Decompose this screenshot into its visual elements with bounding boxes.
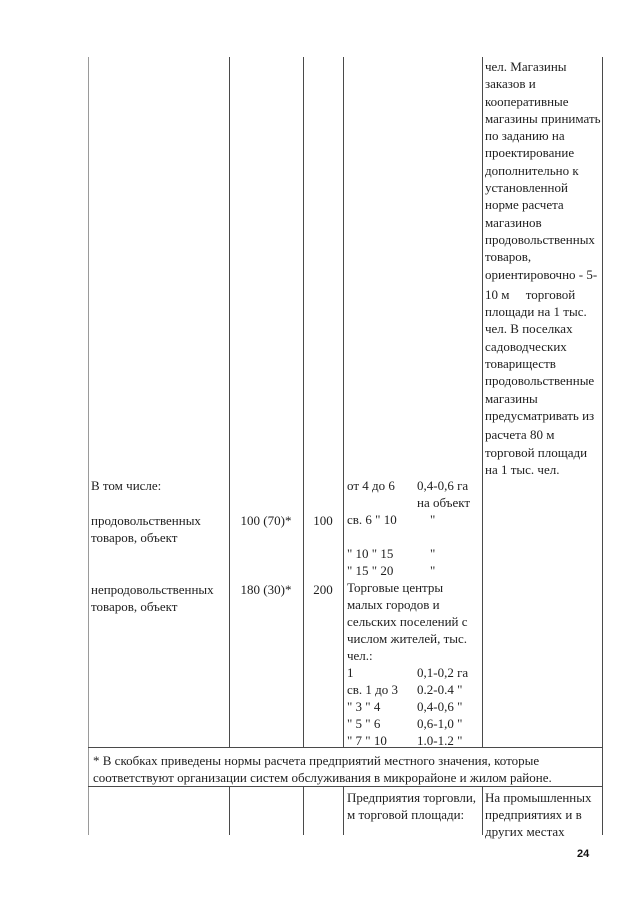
text-line: кооперативные [485,93,569,109]
text-line [229,477,303,494]
cell-norm-values-2 [303,477,343,598]
text-line [347,715,480,732]
text-line: м торговой площади: [347,806,465,822]
range-value: " [417,546,436,561]
column-divider-1-upper [229,57,230,747]
text-line [347,596,480,613]
range-label: 1 [347,665,354,680]
range-value: 0,1-0,2 га [417,665,469,680]
range-value: " [417,512,436,527]
text-line: магазины [485,390,538,406]
footnote-line: соответствуют организации систем обслуживания в микрорайоне и жилом районе. [93,770,552,786]
text-line [347,647,480,664]
text-line: на 1 тыс. чел. [485,461,560,477]
text-line [347,579,480,596]
text-line [229,563,303,580]
text-line: На промышленных [485,790,592,805]
range-label: от 4 до 6 [347,478,395,493]
text-line: Предприятия торговли, [347,790,477,805]
text-line: 100 [313,512,333,528]
text-line: товаров, объект [91,599,178,615]
range-label: " 5 " 6 [347,716,381,731]
range-value: 1.0-1.2 " [417,733,463,748]
range-label: сельских поселений с [347,614,468,629]
text-line [91,546,227,563]
column-divider-4-lower [482,786,483,835]
column-divider-3-upper [343,57,344,747]
text-line [347,494,480,511]
text-line [303,494,343,511]
text-line: товаров, [485,249,532,265]
cell-norm-values-1 [229,477,303,598]
text-line [229,546,303,563]
text-line: проектирование [485,145,575,161]
text-line: В том числе: [91,478,162,493]
text-line: чел. Магазины [485,59,567,74]
column-divider-1-lower [229,786,230,835]
range-value: 0,4-0,6 га [417,478,469,493]
cell-land-plot-sizes [347,477,480,749]
text-line: магазинов [485,214,542,230]
row-divider-above-footnote [88,747,603,748]
range-label: " 15 " 20 [347,563,394,578]
text-line [347,528,480,545]
text-line: садоводческих [485,338,567,354]
text-line: предприятиях и в [485,806,582,822]
text-line [347,613,480,630]
text-line: торговой площади [485,444,588,460]
text-line: продовольственных [91,512,201,528]
range-value: 0.2-0.4 " [417,682,463,697]
text-line: норме расчета [485,197,564,213]
text-line: чел. В поселках [485,321,573,337]
range-label: св. 6 " 10 [347,512,397,527]
range-label: " 7 " 10 [347,733,387,748]
cell-notes-settlements [485,58,601,478]
range-label: чел.: [347,648,373,663]
text-line [347,664,480,681]
text-line [347,630,480,647]
footnote-row [93,752,599,787]
range-label: " 3 " 4 [347,699,381,714]
text-line: предусматривать из [485,407,595,423]
text-line [347,477,480,494]
text-line: установленной [485,180,568,196]
text-line [303,546,343,563]
text-line: непродовольственных [91,581,214,597]
text-line: продовольственные [485,373,595,389]
text-line: 200 [313,581,333,597]
text-line [91,494,227,511]
range-value: 0,6-1,0 " [417,716,463,731]
column-divider-4-upper [482,57,483,747]
text-line [347,681,480,698]
text-line [347,562,480,579]
continuation-table [88,57,603,839]
footnote-line: * В скобках приведены нормы расчета предприятий местного значения, которые [93,753,540,768]
text-line: товариществ [485,356,556,372]
text-line [91,563,227,580]
column-divider-2-upper [303,57,304,747]
text-line [347,511,480,528]
cell-indicator-names [91,477,227,615]
table-border-right [602,57,603,835]
text-line: заказов и [485,76,536,92]
page-number: 24 [577,848,590,860]
table-border-left [88,57,89,835]
text-line: товаров, объект [91,529,178,545]
text-line: 100 (70)* [240,512,292,528]
text-line: расчета 80 м [485,427,555,443]
column-divider-3-lower [343,786,344,835]
range-value: 0,4-0,6 " [417,699,463,714]
text-line: магазины принимать [485,110,601,126]
text-line: 10 м торговой [485,286,576,302]
text-line [347,545,480,562]
range-label: Торговые центры [347,580,444,595]
text-line [303,563,343,580]
text-line: других местах [485,823,565,839]
text-line [229,494,303,511]
text-line [303,529,343,546]
range-label: св. 1 до 3 [347,682,399,697]
text-line: ориентировочно - 5- [485,266,598,282]
text-line [229,529,303,546]
range-label: " 10 " 15 [347,546,394,561]
cell-trade-enterprises [347,790,479,824]
text-line: 180 (30)* [240,581,292,597]
text-line [303,477,343,494]
column-divider-2-lower [303,786,304,835]
range-label: малых городов и [347,597,440,612]
cell-industrial-note [485,790,601,840]
text-line [347,698,480,715]
text-line: по заданию на [485,128,565,144]
text-line: продовольственных [485,231,595,247]
range-value: на объект [417,495,471,510]
range-label: числом жителей, тыс. [347,631,468,646]
range-value: " [417,563,436,578]
text-line: площади на 1 тыс. [485,304,587,320]
text-line: дополнительно к [485,162,579,178]
text-line [347,732,480,749]
